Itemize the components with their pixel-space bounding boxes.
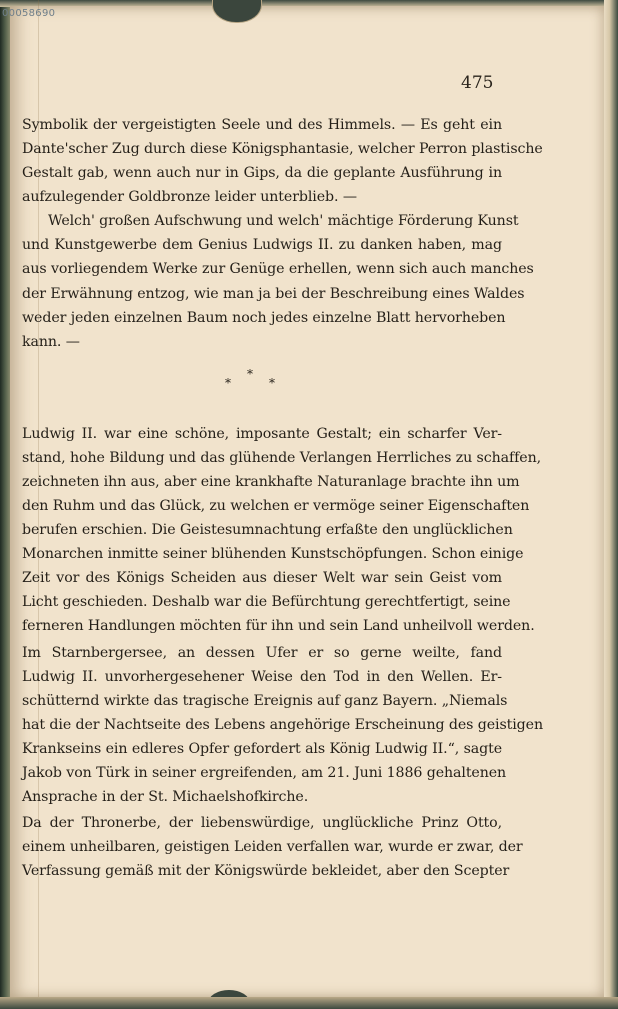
text-line: Dante'scher Zug durch diese Königsphantasie, welcher Perron plastische — [22, 141, 543, 157]
asterism-star: * — [225, 376, 231, 390]
text-line: zeichneten ihn aus, aber eine krankhafte Naturanlage brachte ihn um — [22, 474, 520, 490]
text-line: Zeit vor des Königs Scheiden aus dieser Welt war sein Geist vom — [22, 570, 502, 586]
text-line: hat die der Nachtseite des Lebens angehörige Erscheinung des geistigen — [22, 717, 543, 733]
text-line: schütternd wirkte das tragische Ereignis auf ganz Bayern. „Niemals — [22, 693, 508, 709]
text-line: ferneren Handlungen möchten für ihn und sein Land unheilvoll werden. — [22, 618, 535, 634]
section-asterism — [225, 367, 296, 397]
page-right-edge — [604, 0, 618, 1009]
text-line: Jakob von Türk in seiner ergreifenden, am 21. Juni 1886 gehaltenen — [22, 765, 507, 781]
paragraph-start-line: Im Starnbergersee, an dessen Ufer er so gerne weilte, fand — [22, 645, 502, 661]
text-line: Ansprache in der St. Michaelshofkirche. — [22, 789, 309, 805]
text-line: aus vorliegendem Werke zur Genüge erhellen, wenn sich auch manches — [22, 261, 534, 277]
text-line: den Ruhm und das Glück, zu welchen er vermöge seiner Eigenschaften — [22, 498, 530, 514]
text-line: Gestalt gab, wenn auch nur in Gips, da die geplante Ausführung in — [22, 165, 502, 181]
text-line: kann. — — [22, 334, 80, 350]
text-line: Monarchen inmitte seiner blühenden Kunstschöpfungen. Schon einige — [22, 546, 524, 562]
paragraph-start-line: Da der Thronerbe, der liebenswürdige, unglückliche Prinz Otto, — [22, 815, 502, 831]
paragraph-start-line: Ludwig II. war eine schöne, imposante Gestalt; ein scharfer Ver- — [22, 426, 502, 442]
text-line: Krankseins ein edleres Opfer gefordert als König Ludwig II.“, sagte — [22, 741, 502, 757]
text-line: einem unheilbaren, geistigen Leiden verfallen war, wurde er zwar, der — [22, 839, 523, 855]
page-bottom-edge — [0, 997, 618, 1009]
text-line: Verfassung gemäß mit der Königswürde bekleidet, aber den Scepter — [22, 863, 510, 879]
text-line: und Kunstgewerbe dem Genius Ludwigs II. zu danken haben, mag — [22, 237, 502, 253]
text-line: berufen erschien. Die Geistesumnachtung erfaßte den unglücklichen — [22, 522, 513, 538]
page-number: 475 — [461, 73, 494, 93]
text-line: der Erwähnung entzog, wie man ja bei der Beschreibung eines Waldes — [22, 286, 525, 302]
text-line: Symbolik der vergeistigten Seele und des Himmels. — Es geht ein — [22, 117, 502, 133]
asterism-star: * — [247, 367, 253, 381]
text-line: aufzulegender Goldbronze leider unterblieb. — — [22, 189, 357, 205]
text-line: Ludwig II. unvorhergesehener Weise den Tod in den Wellen. Er- — [22, 669, 502, 685]
library-stamp: 00058690 — [2, 8, 56, 19]
text-line: weder jeden einzelnen Baum noch jedes einzelne Blatt hervorheben — [22, 310, 506, 326]
asterism-star: * — [269, 376, 275, 390]
text-line: Licht geschieden. Deshalb war die Befürchtung gerechtfertigt, seine — [22, 594, 511, 610]
paragraph-start-line: Welch' großen Aufschwung und welch' mächtige Förderung Kunst — [48, 213, 519, 229]
text-line: stand, hohe Bildung und das glühende Verlangen Herrliches zu schaffen, — [22, 450, 542, 466]
